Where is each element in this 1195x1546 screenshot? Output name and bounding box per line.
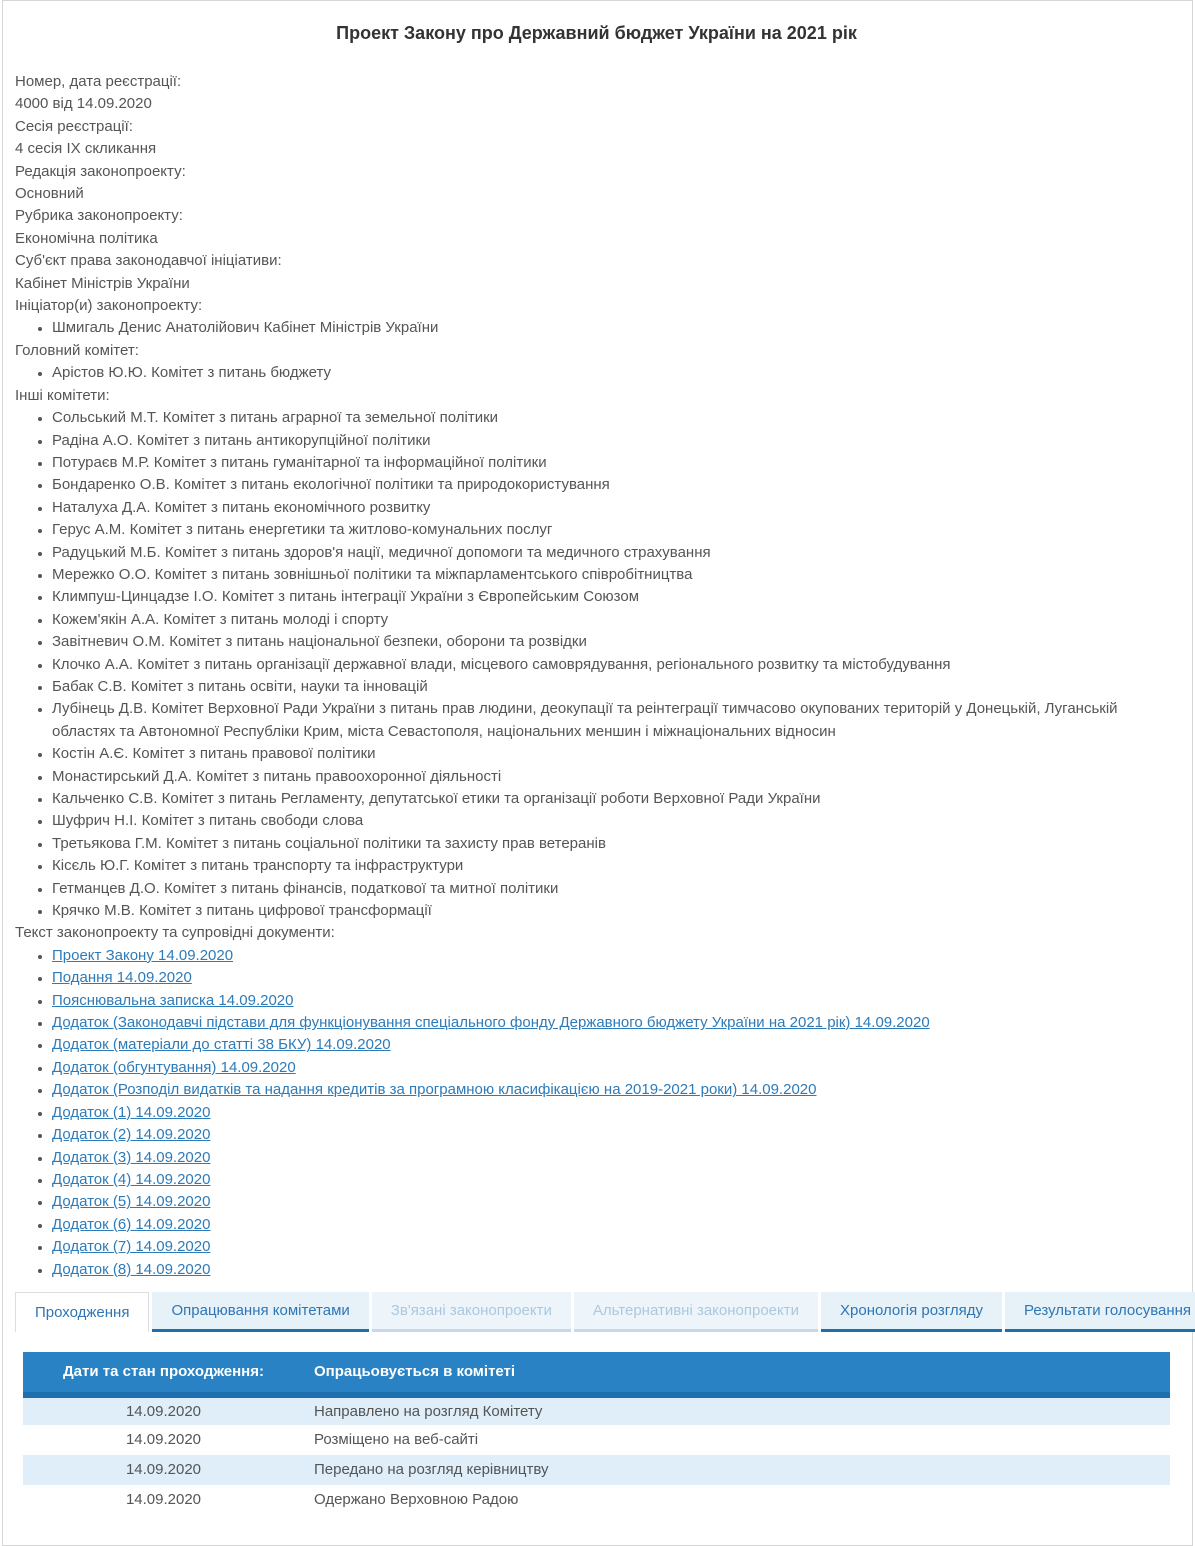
main-committee-item: • Арістов Ю.Ю. Комітет з питань бюджету — [52, 362, 1178, 384]
committee-item: • Климпуш-Цинцадзе І.О. Комітет з питань інтеграції України з Європейським Союзом — [52, 586, 1178, 608]
meta-field-label: Сесія реєстрації: — [15, 117, 133, 135]
tab[interactable] — [1005, 1292, 1195, 1332]
other-committees-list — [15, 407, 1178, 922]
document-link[interactable]: Додаток (3) 14.09.2020 — [52, 1148, 211, 1166]
document-link[interactable]: Додаток (матеріали до статті 38 БКУ) 14.09.2020 — [52, 1036, 391, 1054]
row-status: Передано на розгляд керівництву — [314, 1461, 549, 1479]
meta-field-value: Економічна політика — [15, 229, 158, 247]
row-date: 14.09.2020 — [125, 1491, 202, 1509]
document-item — [52, 1236, 1178, 1258]
main-committee-label: Головний комітет: — [15, 341, 139, 359]
document-link[interactable]: Додаток (8) 14.09.2020 — [52, 1260, 211, 1278]
committee-item: • Кісєль Ю.Г. Комітет з питань транспорту та інфраструктури — [52, 855, 1178, 877]
passage-status-table — [23, 1352, 1170, 1515]
row-date: 14.09.2020 — [125, 1431, 202, 1449]
document-item — [52, 1012, 1178, 1034]
meta-field-label: Рубрика законопроекту: — [15, 207, 183, 225]
table-row — [23, 1485, 1170, 1515]
tab-label: Альтернативні законопроекти — [592, 1301, 800, 1319]
tab-label: Опрацювання комітетами — [171, 1301, 350, 1319]
committee-item: • Кожем'якін А.А. Комітет з питань молоді і спорту — [52, 609, 1178, 631]
document-link[interactable]: Додаток (1) 14.09.2020 — [52, 1103, 211, 1121]
row-status: Розміщено на веб-сайті — [314, 1431, 479, 1449]
committee-item: • Монастирський Д.А. Комітет з питань правоохоронної діяльності — [52, 766, 1178, 788]
meta-field-value: 4000 від 14.09.2020 — [15, 95, 152, 113]
documents-list — [15, 945, 1178, 1281]
committee-item: • Наталуха Д.А. Комітет з питань економічного розвитку — [52, 497, 1178, 519]
row-date: 14.09.2020 — [125, 1461, 202, 1479]
committee-item: • Бондаренко О.В. Комітет з питань екологічної політики та природокористування — [52, 474, 1178, 496]
committee-item: • Лубінець Д.В. Комітет Верховної Ради України з питань прав людини, деокупації та реінтеграції тимчасово окупованих територій у Донецькій, Луганській областях та Автономної Республіки Крим, міста Севастополя, національних меншин і міжнаціональних відносин — [52, 698, 1178, 743]
row-status: Одержано Верховною Радою — [314, 1491, 519, 1509]
main-committee-list — [15, 362, 1178, 384]
tab[interactable] — [821, 1292, 1002, 1332]
committee-item: • Клочко А.А. Комітет з питань організації державної влади, місцевого самоврядування, регіонального розвитку та містобудування — [52, 654, 1178, 676]
document-link[interactable]: Додаток (7) 14.09.2020 — [52, 1238, 211, 1256]
table-row — [23, 1395, 1170, 1425]
document-link[interactable]: Додаток (5) 14.09.2020 — [52, 1193, 211, 1211]
page-title: Проект Закону про Державний бюджет України на 2021 рік — [336, 23, 857, 43]
document-link[interactable]: Пояснювальна записка 14.09.2020 — [52, 991, 294, 1009]
tab[interactable] — [15, 1292, 149, 1332]
row-status: Направлено на розгляд Комітету — [314, 1402, 543, 1420]
document-item — [52, 1079, 1178, 1101]
tab-label: Проходження — [35, 1303, 130, 1321]
table-body — [23, 1395, 1170, 1515]
initiator-item: • Шмигаль Денис Анатолійович Кабінет Міністрів України — [52, 317, 1178, 339]
other-committees-label: Інші комітети: — [15, 386, 110, 404]
tab[interactable] — [152, 1292, 368, 1332]
committee-item: • Завітневич О.М. Комітет з питань національної безпеки, оборони та розвідки — [52, 631, 1178, 653]
document-link[interactable]: Проект Закону 14.09.2020 — [52, 946, 234, 964]
bill-metadata — [15, 71, 1178, 1281]
committee-item: • Шуфрич Н.І. Комітет з питань свободи слова — [52, 810, 1178, 832]
meta-field-value: Основний — [15, 185, 84, 203]
document-link[interactable]: Додаток (обгунтування) 14.09.2020 — [52, 1058, 296, 1076]
tab — [574, 1292, 818, 1332]
document-link[interactable]: Додаток (2) 14.09.2020 — [52, 1126, 211, 1144]
row-date: 14.09.2020 — [125, 1402, 202, 1420]
committee-item: • Радуцький М.Б. Комітет з питань здоров'я нації, медичної допомоги та медичного страхування — [52, 542, 1178, 564]
document-link[interactable]: Додаток (6) 14.09.2020 — [52, 1215, 211, 1233]
document-item — [52, 1214, 1178, 1236]
registration-fields — [15, 71, 1178, 295]
document-item — [52, 1057, 1178, 1079]
document-link[interactable]: Додаток (Законодавчі підстави для функціонування спеціального фонду Державного бюджету України на 2021 рік) 14.09.2020 — [52, 1014, 930, 1032]
meta-field-label: Редакція законопроекту: — [15, 162, 186, 180]
tab-label: Хронологія розгляду — [840, 1301, 984, 1319]
committee-item: • Герус А.М. Комітет з питань енергетики та житлово-комунальних послуг — [52, 519, 1178, 541]
tab-bar — [15, 1292, 1192, 1332]
table-row — [23, 1455, 1170, 1485]
tab — [372, 1292, 571, 1332]
committee-item: • Гетманцев Д.О. Комітет з питань фінансів, податкової та митної політики — [52, 878, 1178, 900]
document-link[interactable]: Подання 14.09.2020 — [52, 969, 192, 987]
document-item — [52, 1259, 1178, 1281]
committee-item: • Сольський М.Т. Комітет з питань аграрної та земельної політики — [52, 407, 1178, 429]
bill-card-page — [2, 0, 1193, 1546]
document-item — [52, 990, 1178, 1012]
committee-item: • Радіна А.О. Комітет з питань антикорупційної політики — [52, 430, 1178, 452]
meta-field-value: Кабінет Міністрів України — [15, 274, 190, 292]
header-date-column: Дати та стан проходження: — [23, 1352, 304, 1395]
document-item — [52, 1169, 1178, 1191]
document-item — [52, 967, 1178, 989]
header-status-column: Опрацьовується в комітеті — [304, 1352, 1170, 1395]
document-item — [52, 1102, 1178, 1124]
meta-field-label: Суб'єкт права законодавчої ініціативи: — [15, 252, 282, 270]
committee-item: • Бабак С.В. Комітет з питань освіти, науки та інновацій — [52, 676, 1178, 698]
initiators-list — [15, 317, 1178, 339]
document-link[interactable]: Додаток (4) 14.09.2020 — [52, 1170, 211, 1188]
committee-item: • Третьякова Г.М. Комітет з питань соціальної політики та захисту прав ветеранів — [52, 833, 1178, 855]
document-item — [52, 1191, 1178, 1213]
tab-label: Результати голосування — [1024, 1301, 1192, 1319]
meta-field-value: 4 сесія IX скликання — [15, 140, 157, 158]
initiators-label: Ініціатор(и) законопроекту: — [15, 297, 203, 315]
table-row — [23, 1425, 1170, 1455]
committee-item: • Костін А.Є. Комітет з питань правової політики — [52, 743, 1178, 765]
committee-item: • Мережко О.О. Комітет з питань зовнішньої політики та міжпарламентського співробітництва — [52, 564, 1178, 586]
committee-item: • Крячко М.В. Комітет з питань цифрової трансформації — [52, 900, 1178, 922]
table-header-row — [23, 1352, 1170, 1395]
committee-item: • Потураєв М.Р. Комітет з питань гуманітарної та інформаційної політики — [52, 452, 1178, 474]
document-item — [52, 1124, 1178, 1146]
document-item — [52, 945, 1178, 967]
documents-label: Текст законопроекту та супровідні документи: — [15, 924, 335, 942]
committee-item: • Кальченко С.В. Комітет з питань Регламенту, депутатської етики та організації роботи Верховної Ради України — [52, 788, 1178, 810]
document-item — [52, 1034, 1178, 1056]
tab-label: Зв'язані законопроекти — [390, 1301, 552, 1319]
document-item — [52, 1147, 1178, 1169]
document-link[interactable]: Додаток (Розподіл видатків та надання кредитів за програмною класифікацією на 2019-2021 роки) 14.09.2020 — [52, 1081, 817, 1099]
meta-field-label: Номер, дата реєстрації: — [15, 73, 182, 90]
